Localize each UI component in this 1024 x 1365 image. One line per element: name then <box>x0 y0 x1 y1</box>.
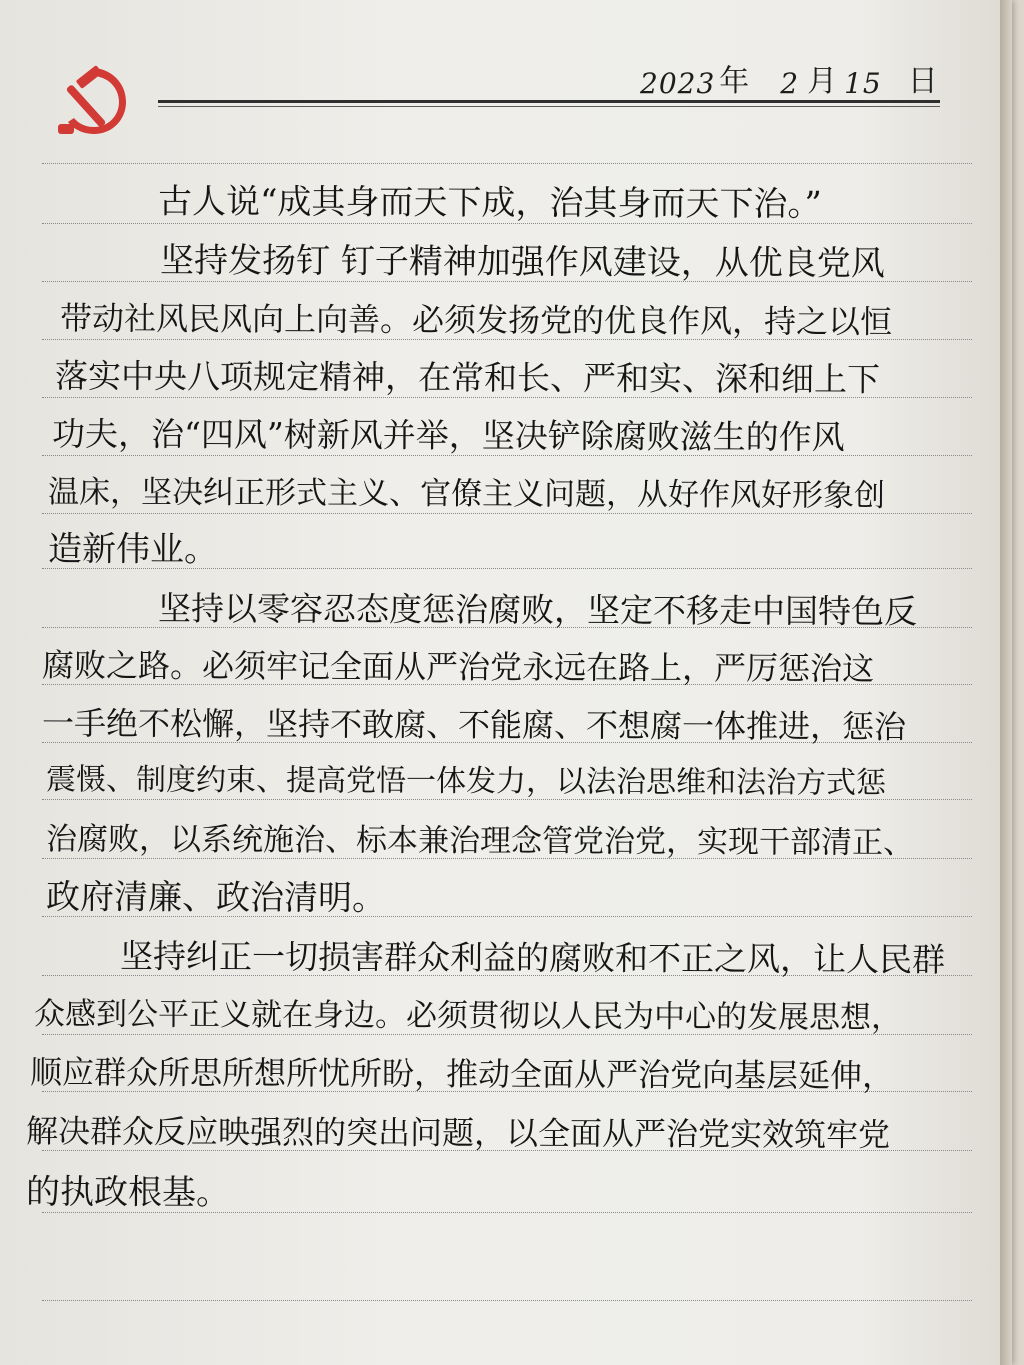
date-day: 15 <box>844 67 882 100</box>
text-line: 众感到公平正义就在身边。必须贯彻以人民为中心的发展思想， <box>33 996 903 1036</box>
text-line: 顺应群众所思所想所忧所盼，推动全面从严治党向基层延伸， <box>29 1053 895 1095</box>
ruled-line <box>42 1300 972 1301</box>
header-rule-thin <box>158 106 940 107</box>
date-year-label: 年 <box>719 64 751 99</box>
date-month: 2 <box>780 67 800 100</box>
party-emblem-icon <box>52 62 134 138</box>
text-line: 古人说“成其身而天下成，治其身而天下治。” <box>157 181 822 225</box>
text-line: 震慑、制度约束、提高党悟一体发力，以法治思维和法治方式惩 <box>45 762 887 801</box>
text-line: 带动社风民风向上向善。必须发扬党的优良作风，持之以恒 <box>59 299 893 341</box>
date-year: 2023 <box>640 67 716 100</box>
text-line: 功夫，治“四风”树新风并举，坚决铲除腐败滋生的作风 <box>51 414 845 457</box>
text-line: 政府清廉、政治清明。 <box>45 877 387 919</box>
header-rule <box>158 100 940 103</box>
text-line: 解决群众反应映强烈的突出问题，以全面从严治党实效筑牢党 <box>25 1112 891 1154</box>
text-line: 的执政根基。 <box>25 1172 231 1214</box>
text-line: 温床，坚决纠正形式主义、官僚主义问题，从好作风好形象创 <box>47 474 886 514</box>
text-line: 腐败之路。必须牢记全面从严治党永远在路上，严厉惩治这 <box>41 646 875 688</box>
text-line: 坚持以零容忍态度惩治腐败，坚定不移走中国特色反 <box>157 588 918 632</box>
text-line: 坚持纠正一切损害群众利益的腐败和不正之风，让人民群 <box>119 936 946 980</box>
date-month-label: 月 <box>807 64 839 99</box>
text-line: 坚持发扬钉 钉子精神加强作风建设，从优良党风 <box>159 240 885 284</box>
text-line: 治腐败，以系统施治、标本兼治理念管党治党，实现干部清正、 <box>45 821 915 861</box>
ruled-line <box>42 163 972 164</box>
date-field <box>640 60 940 100</box>
text-line: 一手绝不松懈，坚持不敢腐、不能腐、不想腐一体推进，惩治 <box>41 704 907 746</box>
text-line: 落实中央八项规定精神，在常和长、严和实、深和细上下 <box>54 356 881 399</box>
date-day-label: 日 <box>907 64 939 99</box>
text-line: 造新伟业。 <box>47 529 219 570</box>
